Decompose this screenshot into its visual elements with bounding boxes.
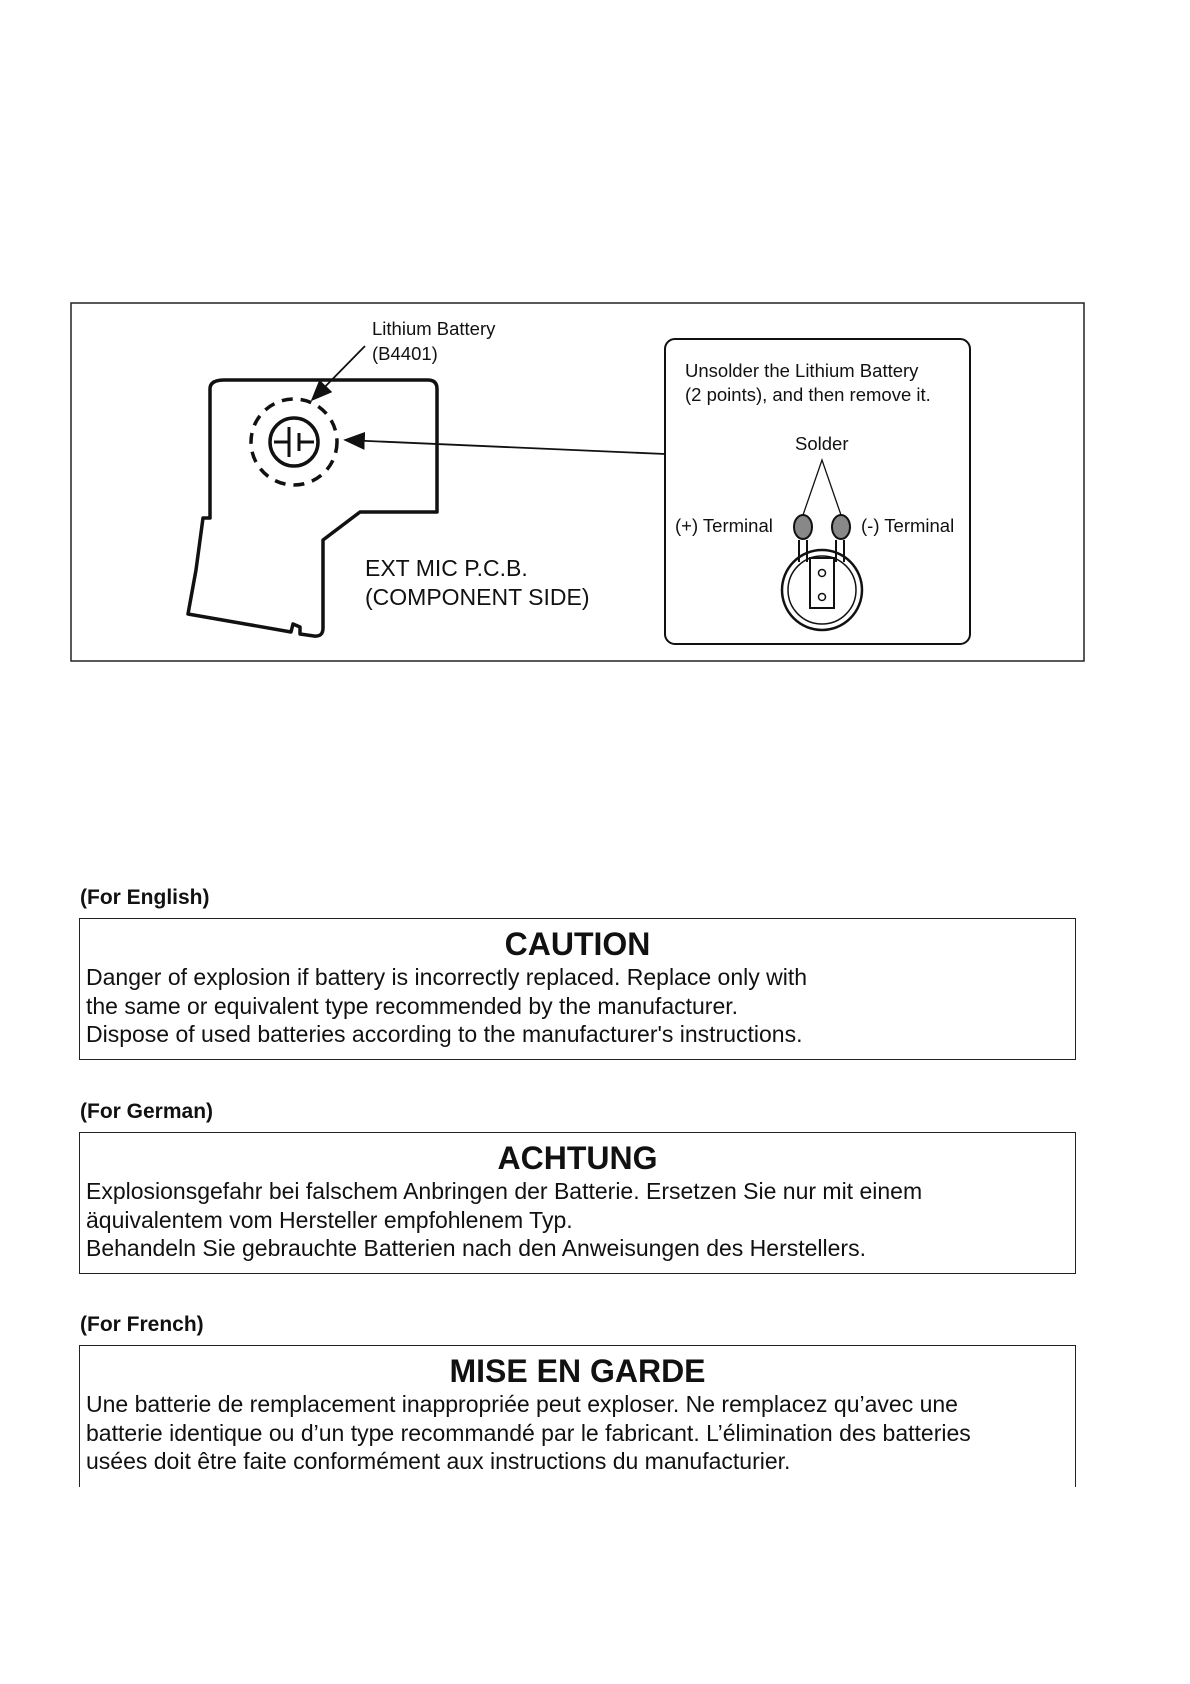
- caution-title: CAUTION: [504, 926, 651, 962]
- battery-highlight-circle: [251, 399, 337, 485]
- french-section-label: (For French): [80, 1313, 204, 1336]
- lithium-battery-code: (B4401): [372, 343, 438, 364]
- instruction-text-1: Unsolder the Lithium Battery: [685, 360, 919, 381]
- caution-text-line: usées doit être faite conformément aux instructions du manufacturier.: [86, 1448, 791, 1474]
- caution-text-line: Dispose of used batteries according to the manufacturer's instructions.: [86, 1021, 803, 1047]
- caution-text-line: Behandeln Sie gebrauchte Batterien nach den Anweisungen des Herstellers.: [86, 1235, 866, 1261]
- pcb-label: EXT MIC P.C.B.: [365, 555, 528, 581]
- lithium-leader-line: [312, 346, 365, 400]
- english-caution-box: [79, 918, 1076, 1060]
- solder-leader-lines: [803, 460, 841, 515]
- battery-symbol-icon: [270, 418, 318, 466]
- caution-text-line: batterie identique ou d’un type recommandé par le fabricant. L’élimination des batteries: [86, 1419, 971, 1446]
- coin-cell-icon: [782, 515, 862, 630]
- german-section-label: (For German): [80, 1100, 214, 1123]
- caution-text-line: Danger of explosion if battery is incorrectly replaced. Replace only with: [86, 964, 808, 990]
- pcb-side-label: (COMPONENT SIDE): [365, 584, 590, 610]
- instruction-text-2: (2 points), and then remove it.: [685, 384, 931, 405]
- lithium-battery-label: Lithium Battery: [372, 318, 496, 339]
- caution-text-line: Une batterie de remplacement inappropriée peut exploser. Ne remplacez qu’avec une: [86, 1391, 958, 1417]
- french-caution-box: [79, 1345, 1076, 1487]
- caution-text-line: the same or equivalent type recommended by the manufacturer.: [86, 992, 739, 1019]
- plus-terminal-label: (+) Terminal: [675, 515, 773, 536]
- english-section-label: (For English): [80, 886, 210, 909]
- solder-point-minus: [832, 515, 850, 539]
- minus-terminal-label: (-) Terminal: [861, 515, 955, 536]
- detail-arrow: [345, 440, 665, 454]
- mise-en-garde-title: MISE EN GARDE: [449, 1353, 706, 1389]
- caution-text-line: Explosionsgefahr bei falschem Anbringen der Batterie. Ersetzen Sie nur mit einem: [86, 1178, 923, 1204]
- solder-point-plus: [794, 515, 812, 539]
- solder-label: Solder: [795, 433, 849, 454]
- achtung-title: ACHTUNG: [497, 1140, 658, 1176]
- caution-text-line: äquivalentem vom Hersteller empfohlenem Typ.: [86, 1206, 573, 1233]
- battery-removal-diagram: [0, 0, 1190, 700]
- german-caution-box: [79, 1132, 1076, 1274]
